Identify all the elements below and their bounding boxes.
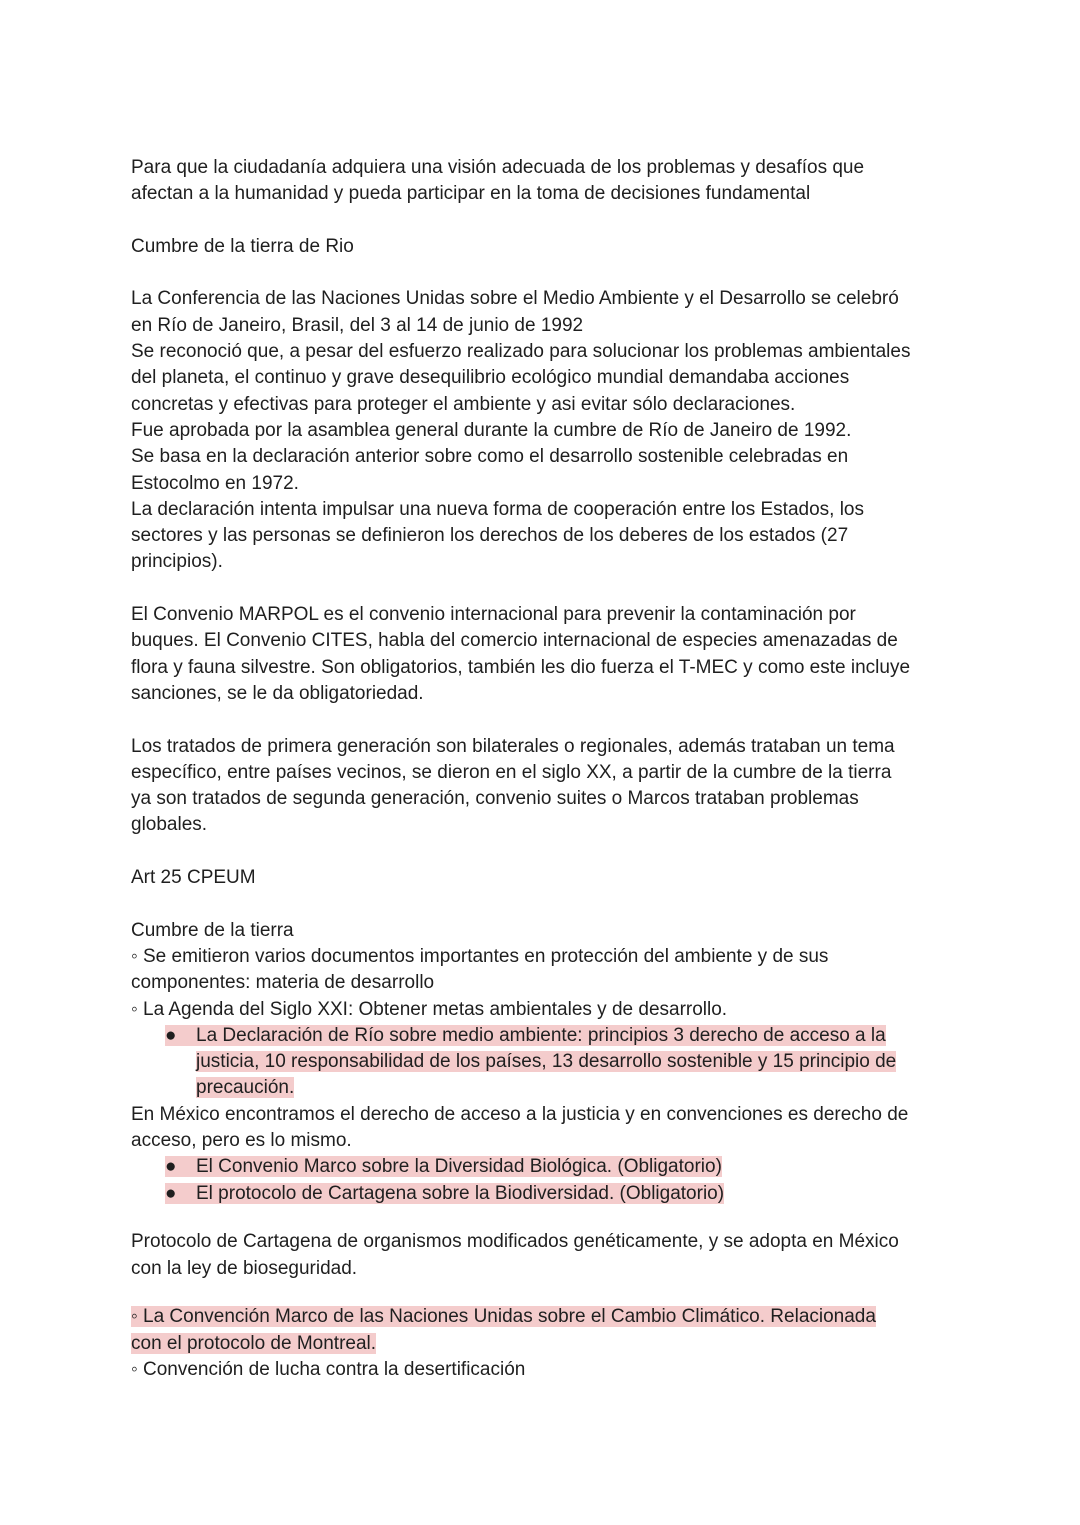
- paragraph-line: con la ley de bioseguridad.: [131, 1257, 358, 1279]
- highlighted-text: precaución.: [196, 1077, 295, 1099]
- paragraph-line: sanciones, se le da obligatoriedad.: [131, 682, 424, 704]
- bullet-continuation: [131, 1049, 961, 1075]
- heading-cumbre-rio: Cumbre de la tierra de Rio: [131, 235, 354, 257]
- list-item: ◦ Se emitieron varios documentos importantes en protección del ambiente y de sus: [131, 945, 829, 967]
- heading-art25: Art 25 CPEUM: [131, 867, 256, 889]
- paragraph-line: La declaración intenta impulsar una nueva forma de cooperación entre los Estados, los: [131, 498, 864, 520]
- list-item: componentes: materia de desarrollo: [131, 972, 435, 994]
- list-item-highlighted: [131, 1304, 961, 1330]
- paragraph-line: principios).: [131, 551, 223, 573]
- paragraph-line: En México encontramos el derecho de acceso a la justicia y en convenciones es derecho de: [131, 1103, 909, 1125]
- paragraph-line: Estocolmo en 1972.: [131, 472, 299, 494]
- paragraph-line: ya son tratados de segunda generación, convenio suites o Marcos trataban problemas: [131, 788, 859, 810]
- intro-line: afectan a la humanidad y pueda participar en la toma de decisiones fundamental: [131, 183, 811, 205]
- paragraph-line: específico, entre países vecinos, se dieron en el siglo XX, a partir de la cumbre de la tierra: [131, 761, 892, 783]
- intro-line: Para que la ciudadanía adquiera una visión adecuada de los problemas y desafíos que: [131, 157, 865, 178]
- list-item-highlighted: [131, 1331, 961, 1357]
- highlighted-text: ◦ La Convención Marco de las Naciones Unidas sobre el Cambio Climático. Relacionada: [131, 1306, 876, 1328]
- heading-cumbre: Cumbre de la tierra: [131, 919, 294, 941]
- paragraph-line: en Río de Janeiro, Brasil, del 3 al 14 de junio de 1992: [131, 314, 584, 336]
- paragraph-line: La Conferencia de las Naciones Unidas sobre el Medio Ambiente y el Desarrollo se celebró: [131, 288, 899, 310]
- document-page: [131, 155, 961, 1383]
- bullet-icon: ●: [165, 1156, 177, 1178]
- paragraph-line: El Convenio MARPOL es el convenio internacional para prevenir la contaminación por: [131, 604, 856, 626]
- bullet-continuation: [131, 1075, 961, 1101]
- bullet-item-declaracion: [131, 1023, 961, 1049]
- list-item: ◦ Convención de lucha contra la desertificación: [131, 1359, 526, 1381]
- list-item: ◦ La Agenda del Siglo XXI: Obtener metas ambientales y de desarrollo.: [131, 998, 728, 1020]
- paragraph-line: del planeta, el continuo y grave desequilibrio ecológico mundial demandaba acciones: [131, 367, 850, 389]
- paragraph-line: sectores y las personas se definieron los derechos de los deberes de los estados (27: [131, 525, 849, 547]
- paragraph-line: acceso, pero es lo mismo.: [131, 1129, 352, 1151]
- paragraph-line: Fue aprobada por la asamblea general durante la cumbre de Río de Janeiro de 1992.: [131, 419, 852, 441]
- paragraph-line: buques. El Convenio CITES, habla del comercio internacional de especies amenazadas de: [131, 630, 898, 652]
- highlighted-text: El protocolo de Cartagena sobre la Biodiversidad. (Obligatorio): [196, 1182, 725, 1204]
- highlighted-text: El Convenio Marco sobre la Diversidad Biológica. (Obligatorio): [196, 1156, 722, 1178]
- bullet-item: [131, 1181, 961, 1207]
- paragraph-line: flora y fauna silvestre. Son obligatorios, también les dio fuerza el T-MEC y como este incluye: [131, 656, 911, 678]
- paragraph-line: Se reconoció que, a pesar del esfuerzo realizado para solucionar los problemas ambientales: [131, 341, 911, 363]
- paragraph-line: concretas y efectivas para proteger el ambiente y asi evitar sólo declaraciones.: [131, 393, 796, 415]
- highlighted-text: con el protocolo de Montreal.: [131, 1332, 377, 1354]
- highlighted-text: La Declaración de Río sobre medio ambiente: principios 3 derecho de acceso a la: [196, 1024, 886, 1046]
- paragraph-line: Se basa en la declaración anterior sobre como el desarrollo sostenible celebradas en: [131, 446, 849, 468]
- bullet-icon: ●: [165, 1182, 177, 1204]
- paragraph-line: Los tratados de primera generación son bilaterales o regionales, además trataban un tema: [131, 735, 895, 757]
- paragraph-line: globales.: [131, 814, 208, 836]
- paragraph-line: Protocolo de Cartagena de organismos modificados genéticamente, y se adopta en México: [131, 1231, 899, 1253]
- highlighted-text: justicia, 10 responsabilidad de los países, 13 desarrollo sostenible y 15 principio de: [196, 1051, 897, 1073]
- bullet-icon: ●: [165, 1024, 177, 1046]
- bullet-item: [131, 1154, 961, 1180]
